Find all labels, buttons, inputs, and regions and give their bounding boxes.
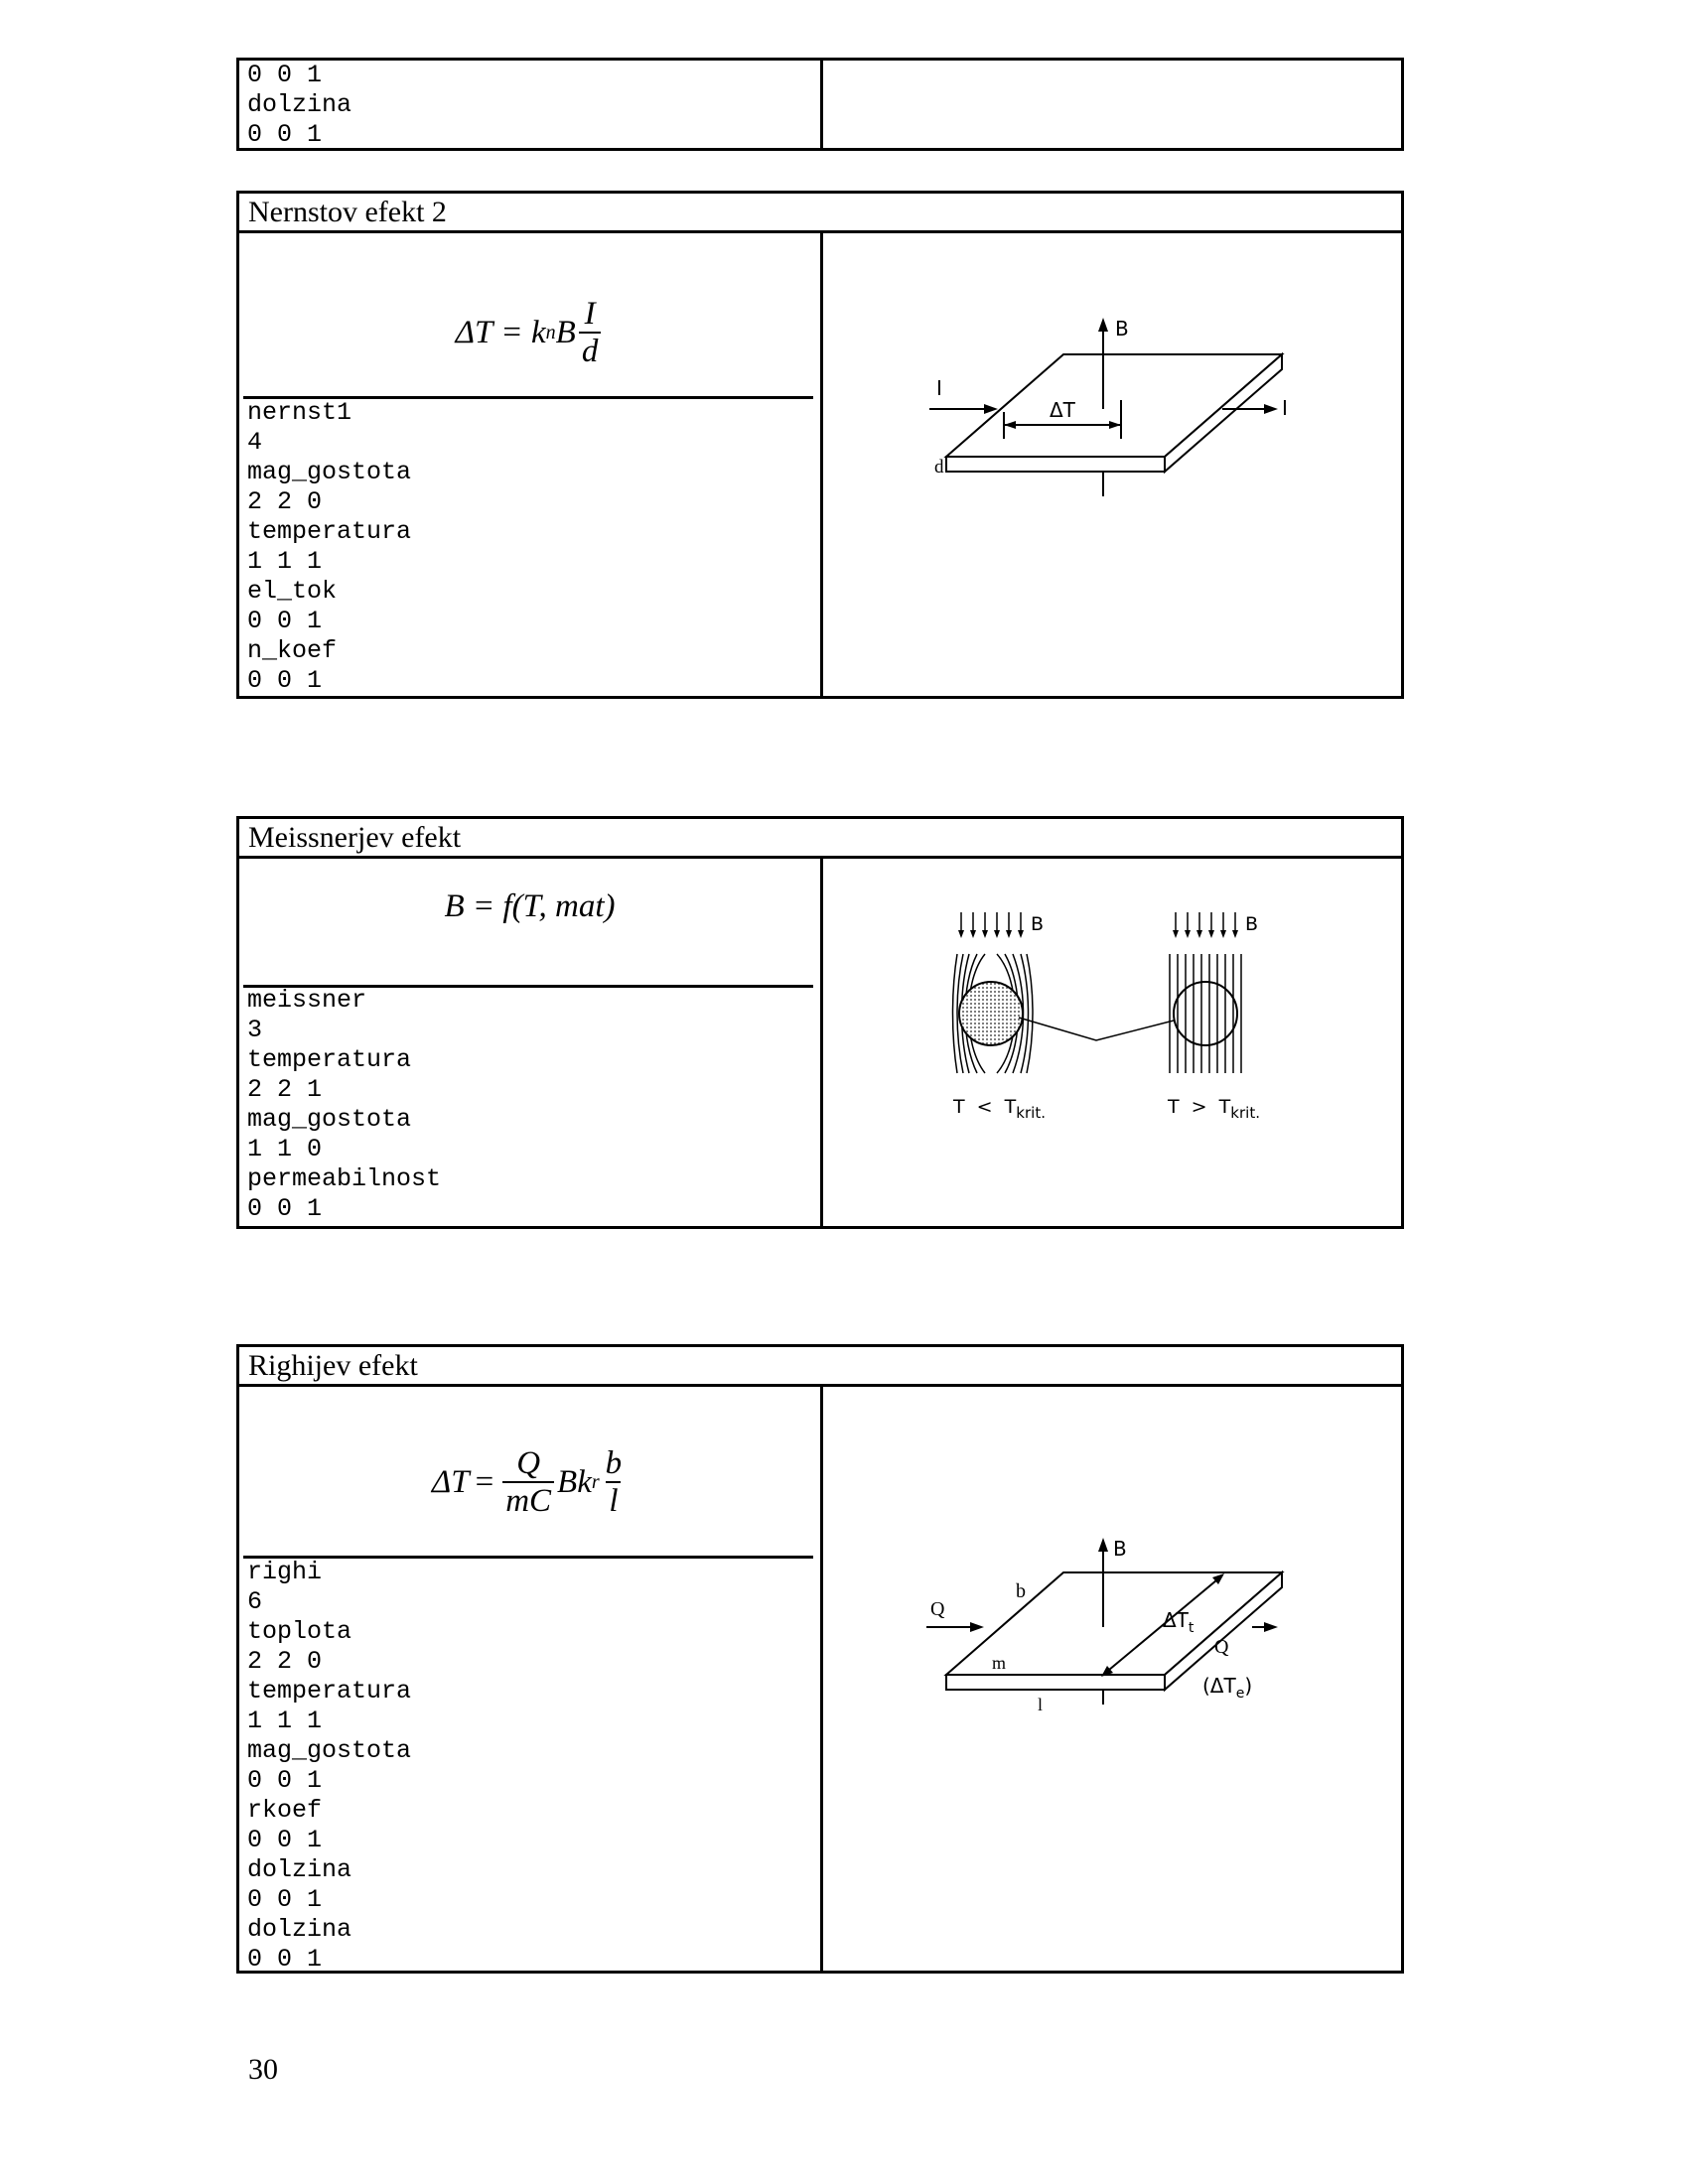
- continuation-table: [236, 58, 1404, 151]
- code-line: 6: [247, 1587, 263, 1616]
- label-m: m: [992, 1653, 1007, 1673]
- formula-equals: =: [502, 314, 522, 350]
- b-arrowhead: [1098, 318, 1108, 332]
- column-divider: [820, 859, 823, 1226]
- column-divider: [820, 61, 823, 148]
- label-b-small: b: [1016, 1580, 1026, 1602]
- code-line: temperatura: [247, 517, 412, 546]
- code-line: mag_gostota: [247, 1736, 412, 1765]
- formula-numerator-1: Q: [516, 1445, 541, 1481]
- code-line: temperatura: [247, 1677, 412, 1706]
- q-right-arrowhead: [1264, 1622, 1278, 1632]
- column-divider: [820, 1387, 823, 1971]
- plate-front: [946, 457, 1165, 472]
- nernst-diagram: [934, 298, 1292, 506]
- code-line: n_koef: [247, 636, 338, 665]
- label-d: d: [934, 457, 944, 478]
- table-title: Nernstov efekt 2: [239, 194, 1401, 233]
- formula: [239, 1423, 820, 1542]
- code-line: 0 0 1: [247, 607, 323, 635]
- code-line: meissner: [247, 986, 367, 1015]
- formula-denominator-1: mC: [502, 1481, 554, 1519]
- code-line: 2 2 1: [247, 1075, 323, 1104]
- label-delta-te: $(\Delta T_e)$: [1202, 1674, 1253, 1702]
- formula: [239, 273, 820, 392]
- page-number: 30: [248, 2053, 278, 2086]
- formula: [239, 875, 820, 938]
- code-line: 1 1 1: [247, 547, 323, 576]
- code-block: [247, 1558, 411, 1975]
- righi-table: [236, 1344, 1404, 1974]
- i-right-arrowhead: [1264, 404, 1278, 414]
- code-line: 0 0 1: [247, 1945, 323, 1974]
- formula-denominator: d: [579, 332, 602, 369]
- table-title: Meissnerjev efekt: [239, 819, 1401, 859]
- formula-lhs: ΔT: [455, 314, 493, 350]
- formula-equals: =: [475, 1463, 494, 1500]
- formula-b: B: [555, 314, 576, 350]
- code-line: 0 0 1: [247, 1766, 323, 1795]
- label-b: B: [1115, 317, 1129, 341]
- q-left-arrowhead: [970, 1622, 984, 1632]
- label-q-right: Q: [1214, 1636, 1229, 1658]
- code-line: 0 0 1: [247, 666, 323, 695]
- nernst-table: [236, 191, 1404, 699]
- code-line: dolzina: [247, 90, 352, 119]
- plate-front: [946, 1675, 1165, 1690]
- code-line: 0 0 1: [247, 1826, 323, 1854]
- code-line: dolzina: [247, 1855, 352, 1884]
- code-line: 3: [247, 1016, 263, 1044]
- normal-state: [1170, 912, 1241, 1073]
- label-delta-t: ΔT: [1050, 398, 1075, 422]
- code-line: mag_gostota: [247, 1105, 412, 1134]
- formula-numerator: I: [584, 296, 596, 332]
- meissner-diagram: [949, 906, 1287, 1135]
- code-line: 2 2 0: [247, 487, 323, 516]
- formula-fraction-1: [502, 1445, 554, 1519]
- code-line: 0 0 1: [247, 1885, 323, 1914]
- code-line: temperatura: [247, 1045, 412, 1074]
- code-line: rkoef: [247, 1796, 323, 1825]
- code-line: 0 0 1: [247, 1194, 323, 1223]
- formula-k-sub: n: [545, 321, 556, 343]
- label-l: l: [1038, 1695, 1044, 1714]
- code-line: 0 0 1: [247, 120, 323, 149]
- label-i-right: I: [1282, 396, 1288, 420]
- label-t-below: $T < T_{krit.}$: [953, 1096, 1046, 1122]
- code-line: 4: [247, 428, 263, 457]
- code-block: [247, 61, 352, 150]
- transition-line: [1019, 1018, 1174, 1040]
- formula-k: k: [531, 314, 546, 350]
- label-i-left: I: [936, 376, 942, 400]
- code-line: 2 2 0: [247, 1647, 323, 1676]
- code-line: toplota: [247, 1617, 352, 1646]
- code-block: [247, 986, 441, 1224]
- code-line: righi: [247, 1558, 323, 1586]
- b-arrowhead: [1098, 1538, 1108, 1552]
- meissner-table: [236, 816, 1404, 1229]
- label-b-right: B: [1245, 913, 1259, 935]
- code-line: permeabilnost: [247, 1164, 442, 1193]
- code-line: 1 1 1: [247, 1706, 323, 1735]
- formula-fraction: [579, 296, 602, 369]
- code-block: [247, 398, 411, 696]
- formula-middle-sub: r: [591, 1470, 600, 1493]
- code-line: dolzina: [247, 1915, 352, 1944]
- column-divider: [820, 233, 823, 696]
- label-q-left: Q: [930, 1598, 945, 1620]
- righi-diagram: [930, 1536, 1292, 1724]
- code-line: el_tok: [247, 577, 338, 606]
- label-b-left: B: [1031, 913, 1045, 935]
- label-delta-tt: $\Delta T_t$: [1163, 1608, 1195, 1636]
- label-t-above: $T > T_{krit.}$: [1168, 1096, 1260, 1122]
- code-line: nernst1: [247, 398, 352, 427]
- label-b: B: [1113, 1537, 1127, 1561]
- table-title: Righijev efekt: [239, 1347, 1401, 1387]
- code-line: 1 1 0: [247, 1135, 323, 1163]
- code-line: 0 0 1: [247, 61, 323, 89]
- code-line: mag_gostota: [247, 458, 412, 486]
- formula-lhs: ΔT: [431, 1463, 470, 1500]
- formula-text: B = f(T, mat): [444, 887, 616, 924]
- formula-denominator-2: l: [606, 1481, 621, 1519]
- formula-middle: Bk: [557, 1463, 592, 1500]
- formula-fraction-2: [603, 1445, 626, 1519]
- formula-numerator-2: b: [605, 1445, 623, 1481]
